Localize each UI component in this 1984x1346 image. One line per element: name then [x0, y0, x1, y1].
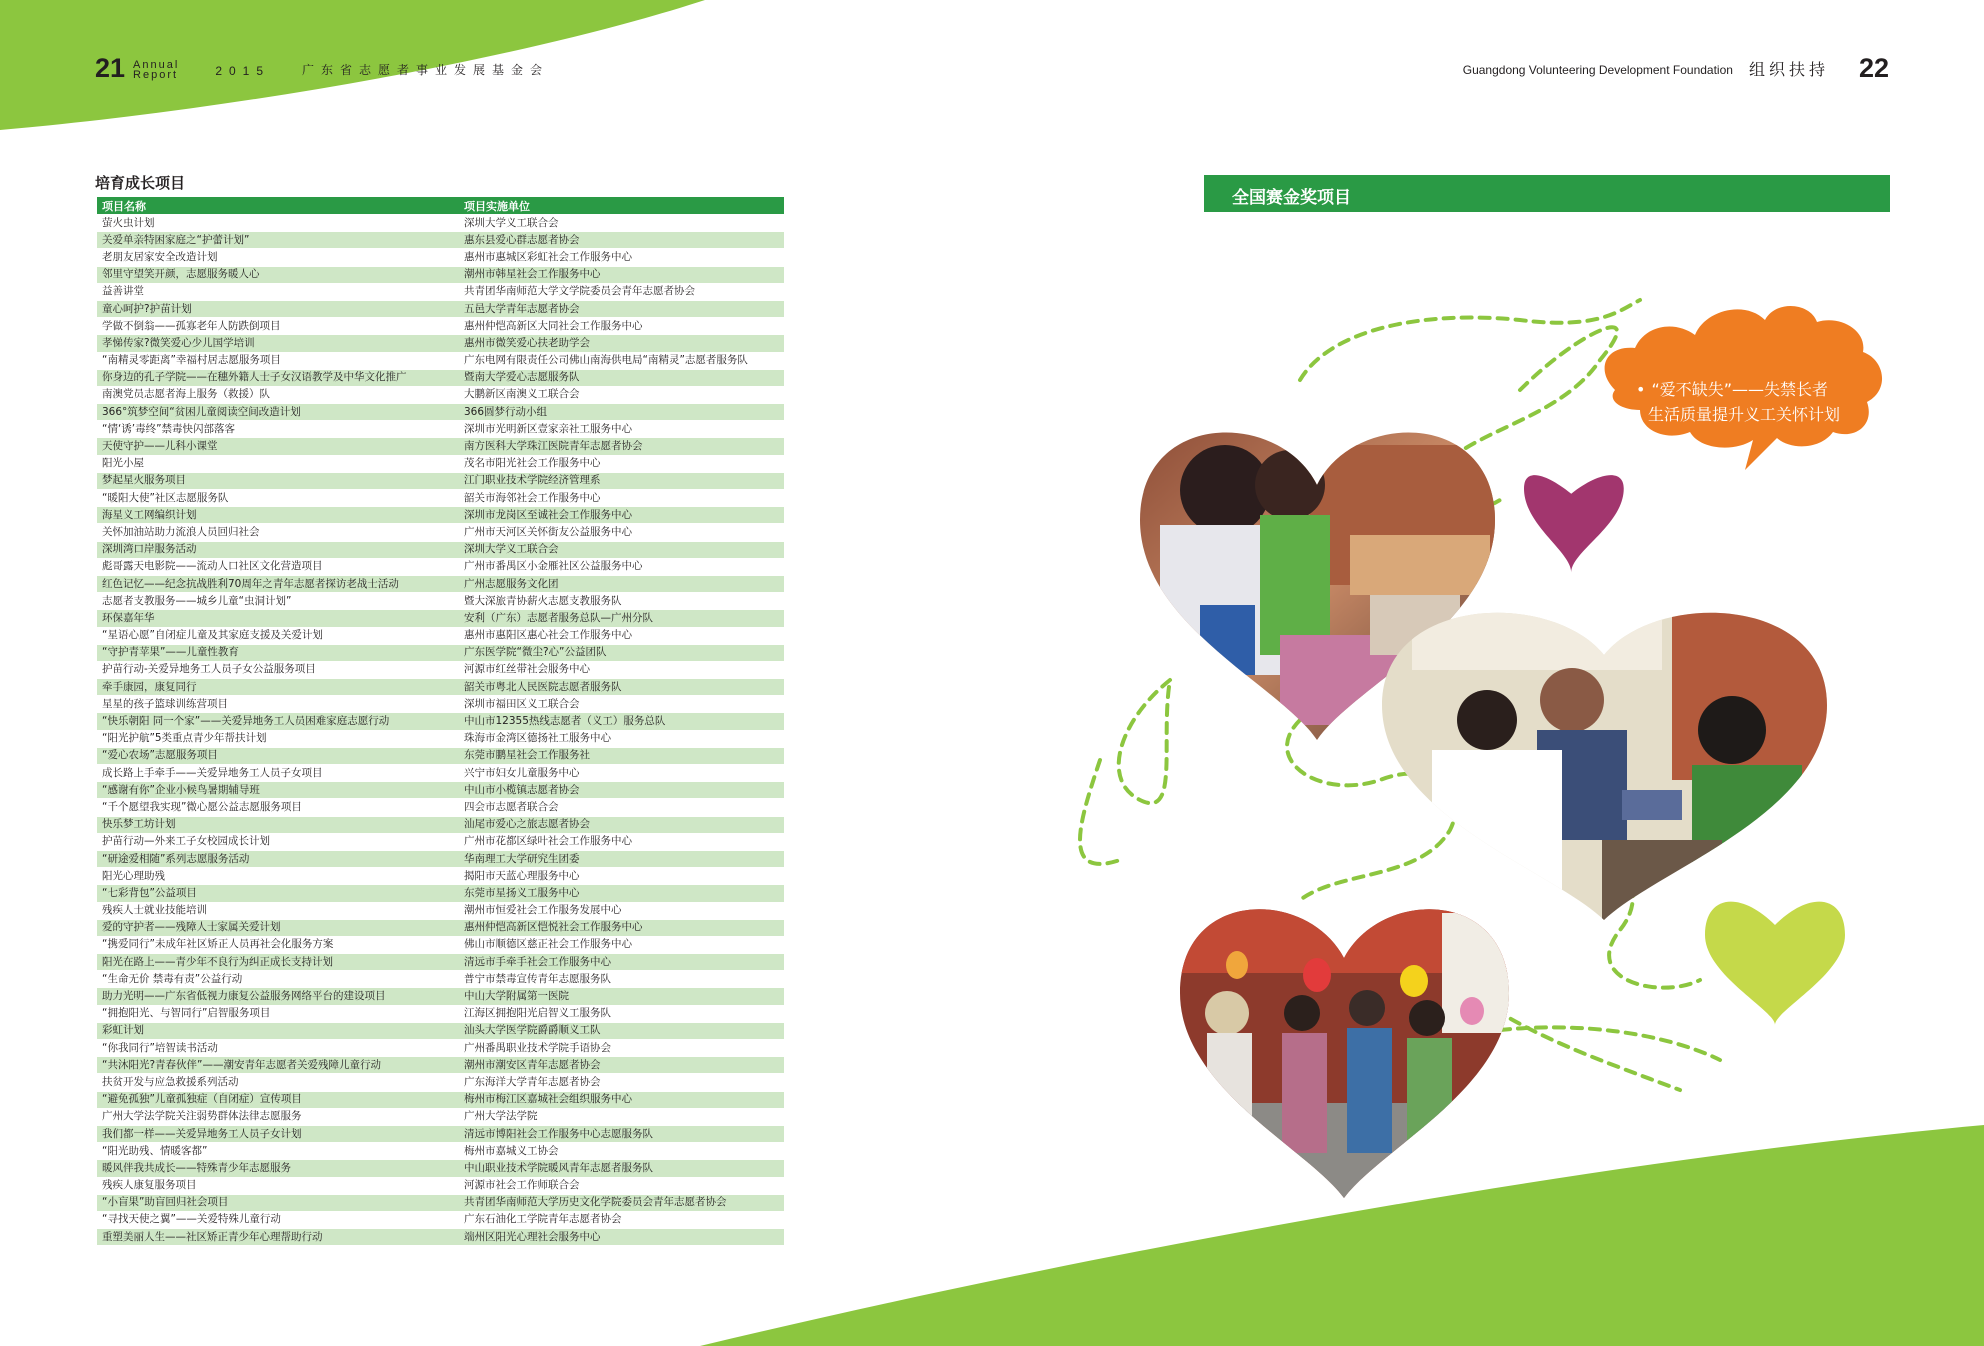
implementing-unit-cell: 广东石油化工学院青年志愿者协会 — [459, 1211, 784, 1228]
implementing-unit-cell: 暨大深旅青协薪火志愿支教服务队 — [459, 593, 784, 610]
implementing-unit-cell: 韶关市海邻社会工作服务中心 — [459, 490, 784, 507]
project-name-cell: 彪哥露天电影院——流动人口社区文化营造项目 — [97, 558, 459, 575]
project-name-cell: 护苗行动-关爱异地务工人员子女公益服务项目 — [97, 661, 459, 678]
project-name-cell: 益善讲堂 — [97, 283, 459, 300]
table-row — [97, 1160, 784, 1177]
award-banner — [1204, 175, 1890, 212]
project-name-cell: 星星的孩子篮球训练营项目 — [97, 696, 459, 713]
annual-report-label — [133, 60, 179, 80]
implementing-unit-cell: 南方医科大学珠江医院青年志愿者协会 — [459, 438, 784, 455]
implementing-unit-cell: 中山大学附属第一医院 — [459, 988, 784, 1005]
table-row — [97, 1143, 784, 1160]
table-row — [97, 575, 784, 592]
bullet-icon: • — [1636, 380, 1646, 399]
projects-table-body — [97, 215, 784, 1246]
implementing-unit-cell: 深圳市龙岗区至诚社会工作服务中心 — [459, 507, 784, 524]
org-name-en: Guangdong Volunteering Development Foundation — [1462, 63, 1733, 77]
project-name-cell: “星语心愿”自闭症儿童及其家庭支援及关爱计划 — [97, 627, 459, 644]
implementing-unit-cell: 深圳市福田区义工联合会 — [459, 696, 784, 713]
award-title: 全国赛金奖项目 — [1232, 188, 1351, 208]
implementing-unit-cell: 汕头大学医学院爵爵顺义工队 — [459, 1022, 784, 1039]
implementing-unit-cell: 安利（广东）志愿者服务总队—广州分队 — [459, 610, 784, 627]
table-row — [97, 404, 784, 421]
implementing-unit-cell: 梅州市嘉城义工协会 — [459, 1143, 784, 1160]
report-label: Report — [133, 69, 179, 81]
implementing-unit-cell: 五邑大学青年志愿者协会 — [459, 300, 784, 317]
implementing-unit-cell: 深圳大学义工联合会 — [459, 215, 784, 232]
implementing-unit-cell: 华南理工大学研究生团委 — [459, 850, 784, 867]
project-name-cell: “暖阳大使”社区志愿服务队 — [97, 490, 459, 507]
implementing-unit-cell: 广州市花都区绿叶社会工作服务中心 — [459, 833, 784, 850]
implementing-unit-cell: 广东电网有限责任公司佛山南海供电局“南精灵”志愿者服务队 — [459, 352, 784, 369]
project-name-cell: 孝悌传家?微笑爱心少儿国学培训 — [97, 335, 459, 352]
project-name-cell: “感谢有你”企业小候鸟暑期辅导班 — [97, 782, 459, 799]
caption-line1-text: “爱不缺失”——失禁长者 — [1651, 380, 1829, 399]
implementing-unit-cell: 潮州市恒爱社会工作服务发展中心 — [459, 902, 784, 919]
annual-label: Annual — [133, 59, 180, 71]
implementing-unit-cell: 共青团华南师范大学文学院委员会青年志愿者协会 — [459, 283, 784, 300]
project-name-cell: 广州大学法学院关注弱势群体法律志愿服务 — [97, 1108, 459, 1125]
implementing-unit-cell: 东莞市星扬义工服务中心 — [459, 885, 784, 902]
page-number-right: 22 — [1858, 53, 1889, 83]
project-name-cell: 牵手康园，康复同行 — [97, 679, 459, 696]
project-name-cell: “你我同行”培智读书活动 — [97, 1040, 459, 1057]
table-row — [97, 541, 784, 558]
table-row — [97, 1005, 784, 1022]
column-header-project: 项目名称 — [97, 197, 459, 215]
implementing-unit-cell: 广东海洋大学青年志愿者协会 — [459, 1074, 784, 1091]
table-row — [97, 799, 784, 816]
project-name-cell: 残疾人士就业技能培训 — [97, 902, 459, 919]
table-row — [97, 593, 784, 610]
implementing-unit-cell: 广州市天河区关怀街友公益服务中心 — [459, 524, 784, 541]
table-row — [97, 266, 784, 283]
table-row — [97, 610, 784, 627]
implementing-unit-cell: 潮州市韩星社会工作服务中心 — [459, 266, 784, 283]
heart-photo-health-check — [1372, 600, 1837, 925]
project-name-cell: 暖风伴我共成长——特殊青少年志愿服务 — [97, 1160, 459, 1177]
project-name-cell: “阳光助残、情暖客都” — [97, 1143, 459, 1160]
project-name-cell: 深圳湾口岸服务活动 — [97, 541, 459, 558]
table-row — [97, 1194, 784, 1211]
table-row — [97, 782, 784, 799]
table-row — [97, 1177, 784, 1194]
implementing-unit-cell: 兴宁市妇女儿童服务中心 — [459, 765, 784, 782]
table-row — [97, 816, 784, 833]
implementing-unit-cell: 惠东县爱心群志愿者协会 — [459, 232, 784, 249]
project-name-cell: 学做不倒翁——孤寡老年人防跌倒项目 — [97, 318, 459, 335]
table-row — [97, 472, 784, 489]
implementing-unit-cell: 潮州市潮安区青年志愿者协会 — [459, 1057, 784, 1074]
project-name-cell: “南精灵零距离”幸福村居志愿服务项目 — [97, 352, 459, 369]
table-row — [97, 885, 784, 902]
implementing-unit-cell: 韶关市粤北人民医院志愿者服务队 — [459, 679, 784, 696]
table-row — [97, 335, 784, 352]
project-name-cell: 南澳党员志愿者海上服务（救援）队 — [97, 386, 459, 403]
implementing-unit-cell: 河源市红丝带社会服务中心 — [459, 661, 784, 678]
project-name-cell: 护苗行动—外来工子女校园成长计划 — [97, 833, 459, 850]
magenta-heart — [1524, 475, 1624, 572]
implementing-unit-cell: 共青团华南师范大学历史文化学院委员会青年志愿者协会 — [459, 1194, 784, 1211]
project-name-cell: 邻里守望笑开颜，志愿服务暖人心 — [97, 266, 459, 283]
project-name-cell: “拥抱阳光、与智同行”启智服务项目 — [97, 1005, 459, 1022]
project-name-cell: 我们都一样——关爱异地务工人员子女计划 — [97, 1125, 459, 1142]
implementing-unit-cell: 暨南大学爱心志愿服务队 — [459, 369, 784, 386]
table-row — [97, 386, 784, 403]
table-row — [97, 232, 784, 249]
table-row — [97, 730, 784, 747]
section-label: 组织扶持 — [1748, 60, 1829, 79]
implementing-unit-cell: 惠州市惠城区彩虹社会工作服务中心 — [459, 249, 784, 266]
implementing-unit-cell: 中山市12355热线志愿者（义工）服务总队 — [459, 713, 784, 730]
project-name-cell: “千个愿望我实现”微心愿公益志愿服务项目 — [97, 799, 459, 816]
project-name-cell: 童心呵护?护苗计划 — [97, 300, 459, 317]
table-row — [97, 1022, 784, 1039]
table-row — [97, 902, 784, 919]
table-row — [97, 438, 784, 455]
implementing-unit-cell: 惠州仲恺高新区大同社会工作服务中心 — [459, 318, 784, 335]
table-row — [97, 249, 784, 266]
project-name-cell: 天使守护——儿科小课堂 — [97, 438, 459, 455]
org-name-cn: 广东省志愿者事业发展基金会 — [302, 63, 550, 77]
implementing-unit-cell: 佛山市顺德区慈正社会工作服务中心 — [459, 936, 784, 953]
project-name-cell: “携爱同行”未成年社区矫正人员再社会化服务方案 — [97, 936, 459, 953]
implementing-unit-cell: 清远市博阳社会工作服务中心志愿服务队 — [459, 1125, 784, 1142]
implementing-unit-cell: 366圆梦行动小组 — [459, 404, 784, 421]
project-name-cell: 老朋友居家安全改造计划 — [97, 249, 459, 266]
table-row — [97, 868, 784, 885]
implementing-unit-cell: 清远市手牵手社会工作服务中心 — [459, 954, 784, 971]
implementing-unit-cell: 东莞市鹏星社会工作服务社 — [459, 747, 784, 764]
table-row — [97, 765, 784, 782]
page-number-left: 21 — [95, 53, 126, 83]
implementing-unit-cell: 珠海市金湾区德扬社工服务中心 — [459, 730, 784, 747]
project-name-cell: “情‘诱’毒终”禁毒快闪部落客 — [97, 421, 459, 438]
implementing-unit-cell: 广州志愿服务文化团 — [459, 575, 784, 592]
project-name-cell: 扶贫开发与应急救援系列活动 — [97, 1074, 459, 1091]
award-caption — [1636, 377, 1872, 427]
implementing-unit-cell: 广州番禺职业技术学院手语协会 — [459, 1040, 784, 1057]
project-name-cell: “快乐朝阳 同一个家”——关爱异地务工人员困难家庭志愿行动 — [97, 713, 459, 730]
project-name-cell: “共沐阳光?青春伙伴”——潮安青年志愿者关爱残障儿童行动 — [97, 1057, 459, 1074]
table-row — [97, 919, 784, 936]
table-row — [97, 971, 784, 988]
project-name-cell: “避免孤独”儿童孤独症（自闭症）宣传项目 — [97, 1091, 459, 1108]
report-year: 2015 — [215, 64, 271, 78]
project-name-cell: “守护青苹果”——儿童性教育 — [97, 644, 459, 661]
project-name-cell: “阳光护航”5类重点青少年帮扶计划 — [97, 730, 459, 747]
implementing-unit-cell: 广州市番禺区小金雁社区公益服务中心 — [459, 558, 784, 575]
project-name-cell: 爱的守护者——残障人士家属关爱计划 — [97, 919, 459, 936]
implementing-unit-cell: 惠州仲恺高新区恺悦社会工作服务中心 — [459, 919, 784, 936]
implementing-unit-cell: 惠州市微笑爱心扶老助学会 — [459, 335, 784, 352]
project-name-cell: 彩虹计划 — [97, 1022, 459, 1039]
implementing-unit-cell: 深圳市光明新区壹家亲社工服务中心 — [459, 421, 784, 438]
implementing-unit-cell: 揭阳市天蓝心理服务中心 — [459, 868, 784, 885]
table-row — [97, 455, 784, 472]
table-row — [97, 936, 784, 953]
right-header — [1463, 52, 1889, 82]
project-name-cell: 关爱单亲特困家庭之“护蕾计划” — [97, 232, 459, 249]
project-name-cell: 快乐梦工坊计划 — [97, 816, 459, 833]
implementing-unit-cell: 茂名市阳光社会工作服务中心 — [459, 455, 784, 472]
implementing-unit-cell: 江门职业技术学院经济管理系 — [459, 472, 784, 489]
table-row — [97, 627, 784, 644]
table-row — [97, 696, 784, 713]
project-name-cell: 重塑美丽人生——社区矫正青少年心理帮助行动 — [97, 1229, 459, 1246]
implementing-unit-cell: 汕尾市爱心之旅志愿者协会 — [459, 816, 784, 833]
projects-table — [97, 197, 784, 1246]
table-row — [97, 1211, 784, 1228]
table-row — [97, 1229, 784, 1246]
table-row — [97, 988, 784, 1005]
implementing-unit-cell: 江海区拥抱阳光启智义工服务队 — [459, 1005, 784, 1022]
project-name-cell: 你身边的孔子学院——在穗外籍人士子女汉语教学及中华文化推广 — [97, 369, 459, 386]
table-row — [97, 833, 784, 850]
table-row — [97, 1057, 784, 1074]
project-name-cell: 阳光在路上——青少年不良行为纠正成长支持计划 — [97, 954, 459, 971]
table-row — [97, 1108, 784, 1125]
project-name-cell: 助力光明——广东省低视力康复公益服务网络平台的建设项目 — [97, 988, 459, 1005]
heart-photo-balloon-activity — [1172, 893, 1517, 1203]
project-name-cell: 关怀加油站助力流浪人员回归社会 — [97, 524, 459, 541]
project-name-cell: “生命无价 禁毒有责”公益行动 — [97, 971, 459, 988]
project-name-cell: 阳光小屋 — [97, 455, 459, 472]
implementing-unit-cell: 梅州市梅江区嘉城社会组织服务中心 — [459, 1091, 784, 1108]
project-name-cell: “研途爱相随”系列志愿服务活动 — [97, 850, 459, 867]
table-row — [97, 352, 784, 369]
table-row — [97, 369, 784, 386]
project-name-cell: 志愿者支教服务——城乡儿童“虫洞计划” — [97, 593, 459, 610]
project-name-cell: 阳光心理助残 — [97, 868, 459, 885]
table-row — [97, 661, 784, 678]
project-name-cell: 梦起星火服务项目 — [97, 472, 459, 489]
table-header-row — [97, 197, 784, 215]
column-header-unit: 项目实施单位 — [459, 197, 784, 215]
table-row — [97, 421, 784, 438]
section-title: 培育成长项目 — [95, 174, 186, 192]
left-header — [95, 52, 549, 82]
implementing-unit-cell: 广东医学院“微尘?心”公益团队 — [459, 644, 784, 661]
implementing-unit-cell: 四会市志愿者联合会 — [459, 799, 784, 816]
table-row — [97, 300, 784, 317]
project-name-cell: 成长路上手牵手——关爱异地务工人员子女项目 — [97, 765, 459, 782]
implementing-unit-cell: 广州大学法学院 — [459, 1108, 784, 1125]
table-row — [97, 1074, 784, 1091]
project-name-cell: 海星义工网编织计划 — [97, 507, 459, 524]
table-row — [97, 747, 784, 764]
table-row — [97, 558, 784, 575]
implementing-unit-cell: 深圳大学义工联合会 — [459, 541, 784, 558]
implementing-unit-cell: 中山市小榄镇志愿者协会 — [459, 782, 784, 799]
project-name-cell: 萤火虫计划 — [97, 215, 459, 232]
implementing-unit-cell: 大鹏新区南澳义工联合会 — [459, 386, 784, 403]
implementing-unit-cell: 中山职业技术学院暖风青年志愿者服务队 — [459, 1160, 784, 1177]
project-name-cell: “七彩背包”公益项目 — [97, 885, 459, 902]
project-name-cell: “小盲果”助盲回归社会项目 — [97, 1194, 459, 1211]
table-row — [97, 215, 784, 232]
table-row — [97, 283, 784, 300]
project-name-cell: 366°筑梦空间“贫困儿童阅读空间改造计划 — [97, 404, 459, 421]
table-row — [97, 507, 784, 524]
table-row — [97, 644, 784, 661]
table-row — [97, 850, 784, 867]
implementing-unit-cell: 普宁市禁毒宣传青年志愿服务队 — [459, 971, 784, 988]
award-caption-line1 — [1636, 377, 1872, 402]
project-name-cell: 环保嘉年华 — [97, 610, 459, 627]
implementing-unit-cell: 端州区阳光心理社会服务中心 — [459, 1229, 784, 1246]
table-row — [97, 713, 784, 730]
table-row — [97, 490, 784, 507]
implementing-unit-cell: 河源市社会工作师联合会 — [459, 1177, 784, 1194]
table-row — [97, 1040, 784, 1057]
table-row — [97, 1091, 784, 1108]
project-name-cell: “寻找天使之翼”——关爱特殊儿童行动 — [97, 1211, 459, 1228]
project-name-cell: “爱心农场”志愿服务项目 — [97, 747, 459, 764]
implementing-unit-cell: 惠州市惠阳区惠心社会工作服务中心 — [459, 627, 784, 644]
award-caption-line2: 生活质量提升义工关怀计划 — [1648, 405, 1841, 424]
table-row — [97, 524, 784, 541]
table-row — [97, 954, 784, 971]
project-name-cell: 残疾人康复服务项目 — [97, 1177, 459, 1194]
table-row — [97, 1125, 784, 1142]
table-row — [97, 318, 784, 335]
project-name-cell: 红色记忆——纪念抗战胜利70周年之青年志愿者探访老战士活动 — [97, 575, 459, 592]
table-row — [97, 679, 784, 696]
